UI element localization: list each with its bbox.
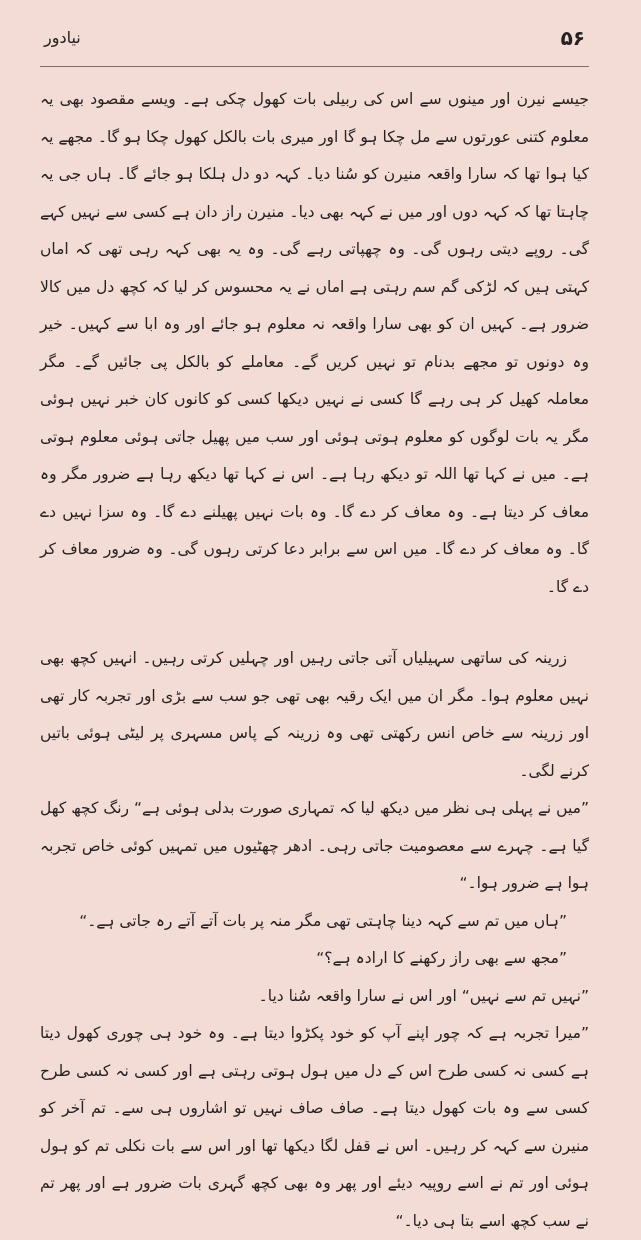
page-header — [40, 22, 589, 67]
dialog-line: ”ہاں میں تم سے کہہ دینا چاہتی تھی مگر منہ پر بات آتے آتے رہ جاتی ہے۔“ — [79, 911, 567, 930]
page-number: ۵۶ — [560, 26, 585, 50]
running-title: نیادور — [44, 28, 81, 47]
paragraph-monologue: جیسے نیرن اور مینوں سے اس کی ربیلی بات کھول چکی ہے۔ ویسے مقصود بھی یہ معلوم کتنی عورتوں سے مل چکا ہو گا اور میری بات بالکل کھول چکا ہو گا۔ مجھے یہ کیا ہوا تھا کہ سارا واقعہ منیرن کو سُنا دیا۔ کہہ دو دل ہلکا ہو جائے گا۔ ہاں جی یہ چاہتا تھا کہ کہہ دوں اور میں نے کہہ بھی دیا۔ منیرن راز دان ہے کسی سے نہیں کہے گی۔ روپے دیتی رہوں گی۔ وہ چھپاتی رہے گی۔ وہ یہ بھی کہہ رہی تھی کہ اماں کہتی ہیں کہ لڑکی گم سم رہتی ہے اماں نے یہ محسوس کر لیا کہ کچھ دل میں کالا ضرور ہے۔ کہیں ان کو بھی سارا واقعہ نہ معلوم ہو جائے اور وہ ابا سے کہیں۔ خیر وہ دونوں تو مجھے بدنام تو نہیں کریں گے۔ معاملے کو بالکل پی جائیں گے۔ مگر معاملہ کھیل کر ہی رہے گا کسی نے نہیں دیکھا کسی کو کانوں کان خبر نہیں ہوئی مگر یہ بات لوگوں کو معلوم ہوتی ہوئی اور سب میں پھیل جاتی ہوئی معلوم ہوتی ہے۔ میں نے کہا تھا اللہ تو دیکھ رہا ہے۔ اس نے کہا تھا دیکھ رہا ہے ضرور مگر وہ معاف کر دیتا ہے۔ وہ معاف کر دے گا۔ وہ بات نہیں پھیلنے دے گا۔ وہ سزا نہیں دے گا۔ وہ معاف کر دے گا۔ میں اس سے برابر دعا کرتی رہوں گی۔ وہ ضرور معاف کر دے گا۔ — [40, 90, 589, 596]
dialog-line: ”مجھ سے بھی راز رکھنے کا ارادہ ہے؟“ — [316, 949, 567, 967]
dialog-line: ”نہیں تم سے نہیں“ اور اس نے سارا واقعہ سُنا دیا۔ — [258, 986, 589, 1005]
section-gap — [40, 606, 589, 640]
paragraph-narration: زرینہ کی ساتھی سہیلیاں آتی جاتی رہیں اور چہلیں کرتی رہیں۔ انہیں کچھ بھی نہیں معلوم ہوا۔ مگر ان میں ایک رقیہ بھی تھی جو سب سے بڑی اور تجربہ کار تھی اور زرینہ سے خاص انس رکھتی تھی وہ زرینہ کے پاس مسہری پر لیٹی ہوئی باتیں کرنے لگی۔ — [40, 649, 589, 780]
dialog-line: ”میں نے پہلی ہی نظر میں دیکھ لیا کہ تمہاری صورت بدلی ہوئی ہے“ رنگ کچھ کھل گیا ہے۔ چہرے سے معصومیت جاتی رہی۔ ادھر چھٹیوں میں تمہیں کوئی خاص تجربہ ہوا ہے ضرور ہوا۔“ — [40, 799, 589, 892]
dialog-line: ”میرا تجربہ ہے کہ چور اپنے آپ کو خود پکڑوا دیتا ہے۔ وہ خود ہی چوری کھول دیتا ہے کسی نہ کسی طرح اس کے دل میں ہول ہوتی رہتی ہے اور کسی نہ کسی طرح کسی سے وہ بات کھول دیتا ہے۔ صاف صاف نہیں تو اشاروں ہی سے۔ تم آخر کو منیرن سے کہہ کر رہیں۔ اس نے قفل لگا دیکھا تھا اور اس سے بات نکلی تم کو ہول ہوئی اور تم نے اسے روپیہ دیئے اور پھر وہ بھی کچھ گہری بات ضرور ہے اور پھر تم نے سب کچھ اسے بتا ہی دیا۔“ — [40, 1024, 589, 1230]
